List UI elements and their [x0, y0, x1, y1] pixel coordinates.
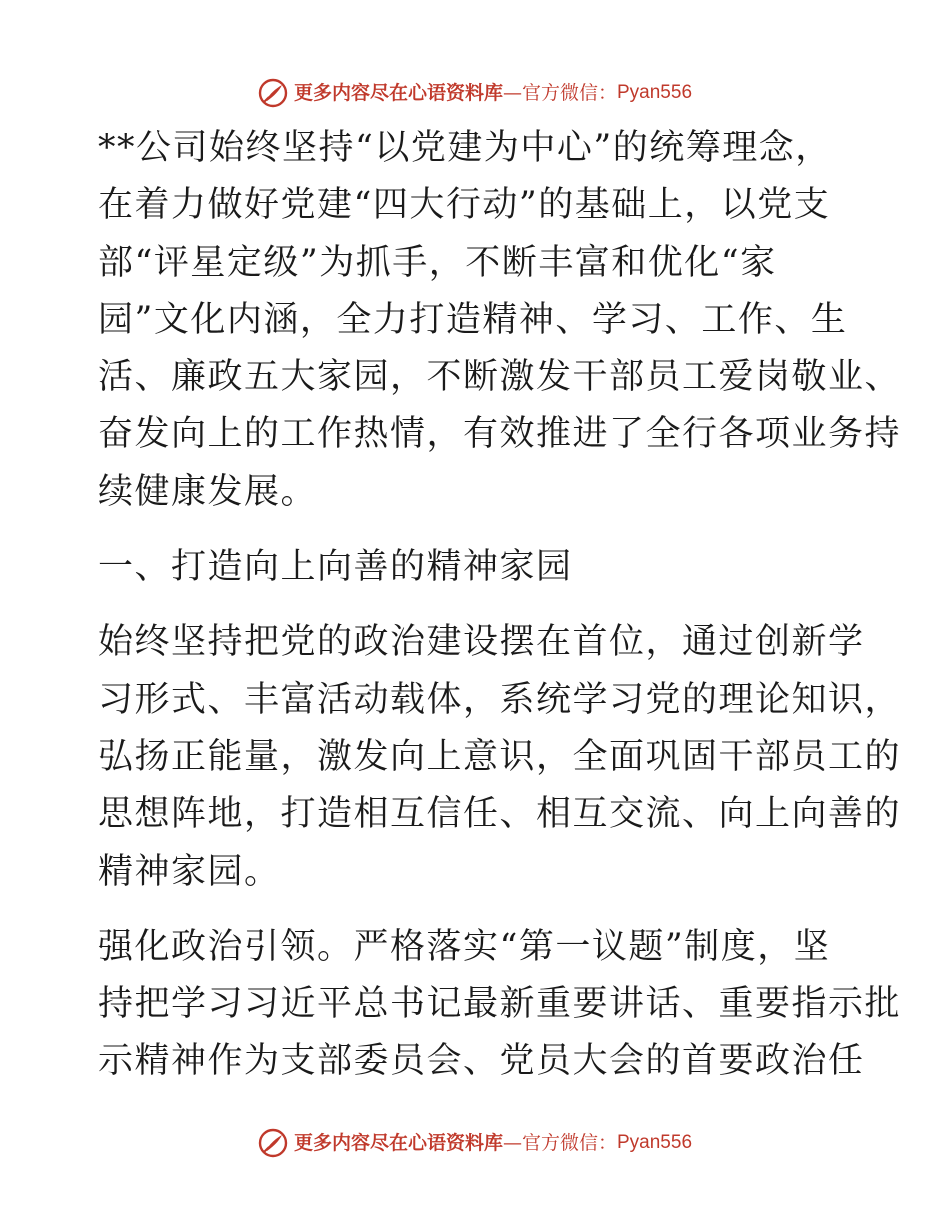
text-line: 习形式、丰富活动载体，系统学习党的理论知识， — [98, 679, 902, 720]
banner-separator: — — [502, 82, 522, 104]
text-line: 精神家园。 — [98, 851, 281, 892]
text-line: 持把学习习近平总书记最新重要讲话、重要指示批 — [98, 984, 902, 1025]
text-line: 奋发向上的工作热情，有效推进了全行各项业务持 — [98, 414, 902, 455]
section-paragraph — [98, 614, 902, 900]
text-line: 部“评星定级”为抓手，不断丰富和优化“家 — [98, 242, 777, 283]
text-line: 在着力做好党建“四大行动”的基础上，以党支 — [98, 185, 831, 226]
header-banner — [0, 78, 950, 108]
red-feather-seal-icon — [258, 78, 288, 108]
text-line: 续健康发展。 — [98, 471, 318, 512]
banner-wechat-id: Pyan556 — [617, 1132, 693, 1153]
banner-wechat-label: 官方微信： — [521, 1132, 617, 1154]
document-body — [98, 120, 902, 1091]
text-line: 思想阵地，打造相互信任、相互交流、向上向善的 — [98, 794, 902, 835]
banner-wechat-id: Pyan556 — [617, 82, 693, 103]
text-line: 示精神作为支部委员会、党员大会的首要政治任 — [98, 1041, 865, 1082]
intro-paragraph — [98, 120, 902, 521]
banner-separator: — — [502, 1132, 522, 1154]
banner-wechat-label: 官方微信： — [521, 82, 617, 104]
text-line: 园”文化内涵，全力打造精神、学习、工作、生 — [98, 299, 848, 340]
subsection-paragraph — [98, 919, 902, 1091]
text-line: 弘扬正能量，激发向上意识，全面巩固干部员工的 — [98, 736, 902, 777]
text-line: 始终坚持把党的政治建设摆在首位，通过创新学 — [98, 622, 865, 663]
section-heading — [98, 539, 858, 596]
banner-main-text: 更多内容尽在心语资料库 — [293, 1132, 503, 1154]
banner-main-text: 更多内容尽在心语资料库 — [293, 82, 503, 104]
footer-banner — [0, 1128, 950, 1158]
text-line: **公司始终坚持“以党建为中心”的统筹理念， — [98, 128, 832, 168]
text-line: 活、廉政五大家园，不断激发干部员工爱岗敬业、 — [98, 357, 902, 398]
heading-text: 一、打造向上向善的精神家园 — [98, 547, 573, 588]
red-feather-seal-icon — [258, 1128, 288, 1158]
text-line: 强化政治引领。严格落实“第一议题”制度，坚 — [98, 926, 831, 967]
